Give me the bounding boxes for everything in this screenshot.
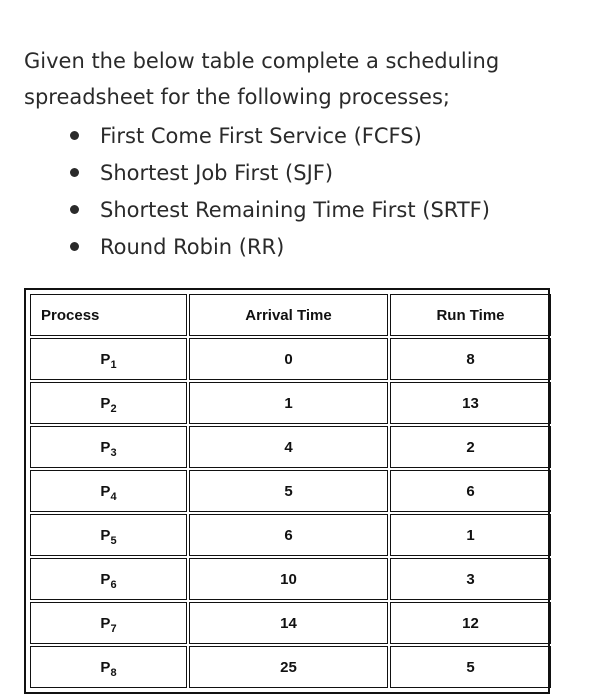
bullet-icon [70, 205, 79, 214]
arrival-cell: 10 [189, 558, 388, 600]
table-row [30, 470, 551, 512]
intro-paragraph: Given the below table complete a scheduling spreadsheet for the following processes; [24, 49, 500, 109]
list-item [70, 156, 490, 193]
algorithm-srtf: Shortest Remaining Time First (SRTF) [100, 198, 490, 222]
bullet-icon [70, 168, 79, 177]
run-cell: 2 [390, 426, 551, 468]
process-cell: $P_6$ [30, 558, 187, 600]
run-cell: 8 [390, 338, 551, 380]
run-cell: 6 [390, 470, 551, 512]
process-cell: $P_2$ [30, 382, 187, 424]
process-table-frame [24, 288, 550, 694]
arrival-cell: 14 [189, 602, 388, 644]
process-cell: $P_8$ [30, 646, 187, 688]
table-header-row [30, 294, 551, 336]
run-cell: 13 [390, 382, 551, 424]
algorithm-list [70, 119, 490, 267]
algorithm-rr: Round Robin (RR) [100, 235, 285, 259]
arrival-cell: 4 [189, 426, 388, 468]
bullet-icon [70, 131, 79, 140]
arrival-cell: 6 [189, 514, 388, 556]
table-row [30, 558, 551, 600]
process-cell: $P_7$ [30, 602, 187, 644]
arrival-cell: 25 [189, 646, 388, 688]
table-row [30, 338, 551, 380]
run-cell: 1 [390, 514, 551, 556]
list-item [70, 119, 490, 156]
header-process: Process [30, 294, 187, 336]
process-cell: $P_3$ [30, 426, 187, 468]
arrival-cell: 0 [189, 338, 388, 380]
table-row [30, 602, 551, 644]
table-row [30, 426, 551, 468]
header-run-time: Run Time [390, 294, 551, 336]
list-item [70, 193, 490, 230]
run-cell: 5 [390, 646, 551, 688]
process-table [28, 292, 553, 690]
algorithm-fcfs: First Come First Service (FCFS) [100, 124, 422, 148]
table-row [30, 382, 551, 424]
process-cell: $P_1$ [30, 338, 187, 380]
arrival-cell: 5 [189, 470, 388, 512]
process-cell: $P_4$ [30, 470, 187, 512]
arrival-cell: 1 [189, 382, 388, 424]
algorithm-sjf: Shortest Job First (SJF) [100, 161, 334, 185]
table-row [30, 514, 551, 556]
process-cell: $P_5$ [30, 514, 187, 556]
header-arrival-time: Arrival Time [189, 294, 388, 336]
list-item [70, 230, 490, 267]
table-row [30, 646, 551, 688]
run-cell: 3 [390, 558, 551, 600]
run-cell: 12 [390, 602, 551, 644]
bullet-icon [70, 242, 79, 251]
